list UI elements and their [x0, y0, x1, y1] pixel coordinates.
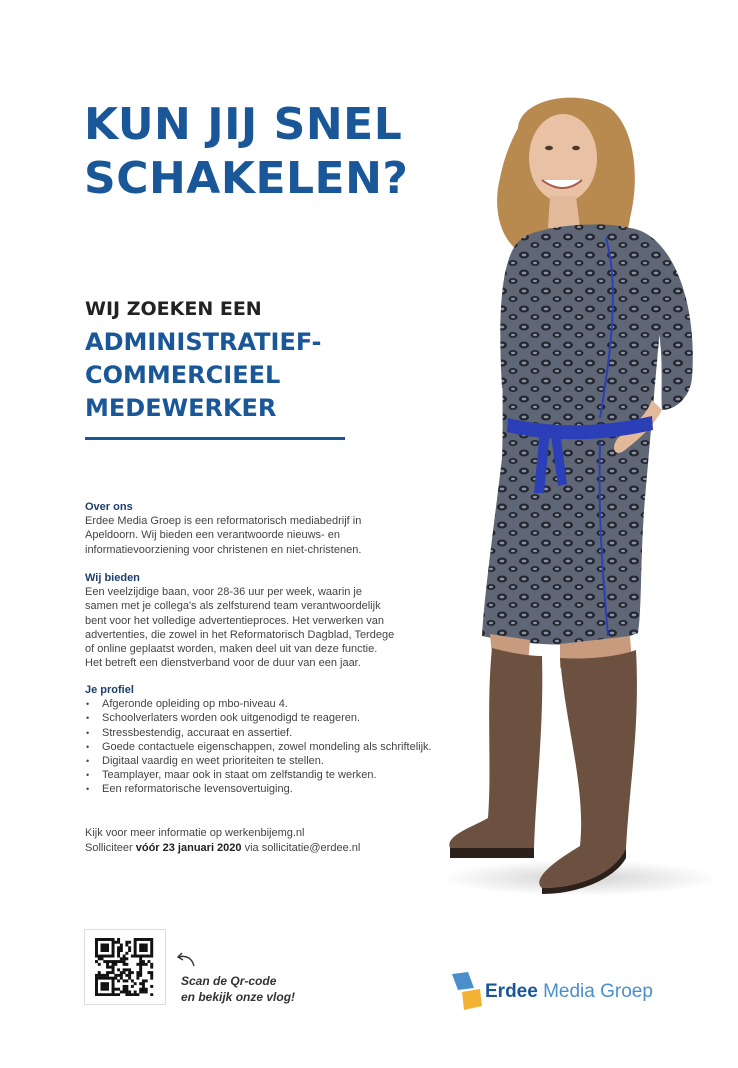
section-line: Een veelzijdige baan, voor 28-36 uur per week, waarin je	[85, 586, 362, 599]
qr-code[interactable]	[84, 929, 166, 1005]
section-heading: Over ons	[85, 501, 133, 513]
section-line: advertenties, die zowel in het Reformatorisch Dagblad, Terdege	[85, 628, 395, 641]
info-line: Kijk voor meer informatie op werkenbijemg.nl	[85, 827, 305, 839]
job-title-line-2: COMMERCIEEL	[85, 361, 281, 389]
list-item: • Teamplayer, maar ook in staat om zelfstandig te werken.	[85, 768, 485, 782]
sub-intro: WIJ ZOEKEN EEN	[85, 298, 262, 320]
section-heading: Je profiel	[85, 684, 134, 696]
qr-code-icon	[95, 938, 155, 996]
curved-arrow-icon	[176, 952, 198, 968]
section-over-ons	[85, 500, 465, 557]
section-line: samen met je collega's als zelfsturend team verantwoordelijk	[85, 600, 381, 613]
section-heading: Wij bieden	[85, 572, 140, 584]
qr-caption-line-1: Scan de Qr-code	[181, 974, 277, 988]
apply-line	[85, 841, 360, 856]
contact-block	[85, 826, 360, 855]
job-title	[85, 326, 321, 425]
job-title-line-1: ADMINISTRATIEF-	[85, 328, 322, 356]
list-item: • Stressbestendig, accuraat en assertief.	[85, 726, 485, 740]
woman-photo	[430, 88, 720, 908]
apply-prefix: Solliciteer	[85, 841, 136, 854]
list-item: • Een reformatorische levensovertuiging.	[85, 782, 485, 796]
profile-list	[85, 697, 485, 796]
list-item: • Goede contactuele eigenschappen, zowel mondeling als schriftelijk.	[85, 740, 485, 754]
logo-word-1: Erdee	[485, 981, 538, 1002]
title-divider	[85, 437, 345, 440]
section-line: Apeldoorn. Wij bieden een verantwoorde nieuws- en	[85, 529, 340, 542]
job-title-line-3: MEDEWERKER	[85, 394, 277, 422]
logo-word-2: Media Groep	[537, 981, 653, 1002]
section-line: Erdee Media Groep is een reformatorisch mediabedrijf in	[85, 515, 362, 528]
list-item: • Digitaal vaardig en weet prioriteiten te stellen.	[85, 754, 485, 768]
qr-caption-line-2: en bekijk onze vlog!	[181, 990, 296, 1004]
headline	[84, 98, 408, 206]
section-wij-bieden	[85, 571, 465, 670]
qr-caption	[181, 973, 295, 1005]
headline-line-1: KUN JIJ SNEL	[84, 99, 403, 150]
logo-wordmark	[485, 981, 653, 1003]
list-item: • Afgeronde opleiding op mbo-niveau 4.	[85, 697, 485, 711]
apply-suffix: via sollicitatie@erdee.nl	[241, 841, 361, 854]
apply-deadline: vóór 23 januari 2020	[135, 841, 242, 854]
section-line: of online geplaatst worden, maken deel uit van deze functie.	[85, 643, 378, 656]
section-line: informatievoorziening voor christenen en niet-christenen.	[85, 543, 362, 556]
section-line: bent voor het volledige advertentieproces. Het verwerken van	[85, 614, 385, 627]
section-je-profiel	[85, 683, 485, 797]
erdee-mark-icon	[452, 972, 482, 1010]
section-line: Het betreft een dienstverband voor de duur van een jaar.	[85, 657, 361, 670]
headline-line-2: SCHAKELEN?	[84, 153, 409, 204]
list-item: • Schoolverlaters worden ook uitgenodigd te reageren.	[85, 711, 485, 725]
